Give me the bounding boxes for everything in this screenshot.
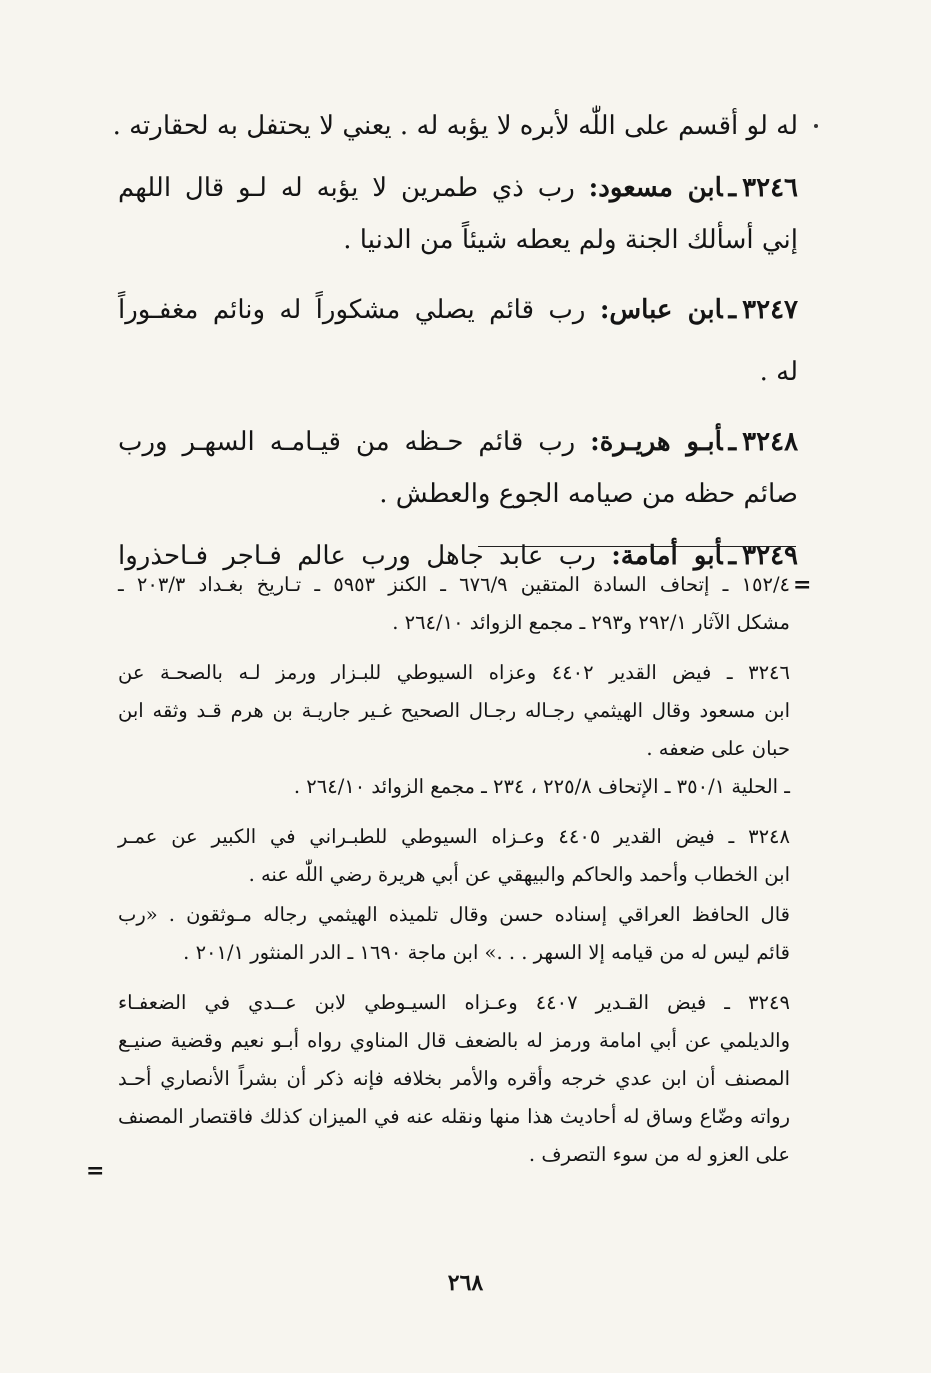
continuation-mark-bottom: = (86, 1158, 105, 1184)
continuation-mark-top: = (793, 572, 812, 598)
page-number: ٢٦٨ (447, 1270, 484, 1296)
text-line (112, 100, 798, 152)
hadith-number: ٣٢٤٦ (742, 173, 798, 203)
footnote-line: مشكل الآثار ٢٩٢/١ و٢٩٣ ـ مجمع الزوائد ٢٦٤/١٠ . (392, 611, 790, 634)
hadith-number: ٣٢٤٧ (742, 295, 799, 325)
text-line (118, 346, 798, 398)
hadith-number: ٣٢٤٨ (742, 427, 799, 457)
footnote-line: ٣٢٤٦ ـ فيض القدير ٤٤٠٢ وعزاه السيوطي للبـزار ورمز لـه بالصحـة عن (118, 661, 791, 684)
margin-dot (814, 124, 818, 128)
text-line (118, 214, 798, 266)
footnote-line: ١٥٢/٤ ـ إتحاف السادة المتقين ٦٧٦/٩ ـ الكنز ٥٩٥٣ ـ تـاريخ بغـداد ٢٠٣/٣ ـ (118, 573, 791, 596)
narrator-name: ابن مسعود: (588, 173, 723, 203)
footnote-line: المصنف أن ابن عدي خرجه وأقره والأمر بخلافه فإنه ذكر أن بشراً الأنصاري أحـد (118, 1067, 790, 1090)
footnote-line: قائم ليس له من قيامه إلا السهر . . .» ابن ماجة ١٦٩٠ ـ الدر المنثور ٢٠١/١ . (183, 941, 790, 964)
narrator-name: ابن عباس: (599, 295, 723, 325)
footnotes (118, 566, 790, 1174)
line-gap (118, 520, 798, 530)
line-text: رب قائم حـظه من قيـامـه السهـر ورب (118, 427, 576, 457)
line-text: له لو أقسم على اللّٰه لأبره لا يؤبه له . يعني لا يحتفل به لحقارته . (112, 111, 798, 141)
note-gap (118, 806, 790, 818)
footnote-line: ٣٢٤٩ ـ فيض القـدير ٤٤٠٧ وعـزاه السيـوطي لابن عــدي في الضعفـاء (118, 991, 790, 1014)
line-text: رب عابد جاهل ورب عالم فـاجر فـاحذروا (118, 541, 596, 571)
line-text: رب قائم يصلي مشكوراً له ونائم مغفـوراً (118, 295, 586, 325)
text-line (118, 284, 798, 336)
narrator-name: أبو أمامة: (611, 541, 723, 571)
footnote-divider (478, 546, 796, 547)
number-dash: ـ (728, 173, 737, 203)
line-text: صائم حظه من صيامه الجوع والعطش . (379, 479, 798, 509)
footnote-line: ـ الحلية ٣٥٠/١ ـ الإتحاف ٢٢٥/٨ ، ٢٣٤ ـ مجمع الزوائد ٢٦٤/١٠ . (293, 775, 790, 798)
text-line (118, 162, 798, 214)
number-dash: ـ (728, 427, 737, 457)
line-gap (118, 336, 798, 346)
footnote-line: ابن مسعود وقال الهيثمي رجـاله رجـال الصحيح غـير جاريـة بن هرم قـد وثقه ابن (118, 699, 790, 722)
line-gap (118, 266, 798, 284)
number-dash: ـ (728, 295, 737, 325)
line-text: رب ذي طمرين لا يؤبه له لـو قال اللهم (118, 173, 575, 203)
text-line (118, 468, 798, 520)
note-gap (118, 642, 790, 654)
narrator-name: أبـو هريـرة: (590, 427, 723, 457)
hadith-number: ٣٢٤٩ (742, 541, 798, 571)
footnote-line: على العزو له من سوء التصرف . (528, 1143, 790, 1166)
note-gap (118, 972, 790, 984)
footnote-line: والديلمي عن أبي امامة ورمز له بالضعف قال المناوي رواه أبـو نعيم وقضية صنيـع (118, 1029, 790, 1052)
text-line (118, 416, 798, 468)
footnote-line: ابن الخطاب وأحمد والحاكم والبيهقي عن أبي هريرة رضي اللّٰه عنه . (248, 863, 790, 886)
line-text: له . (759, 357, 798, 387)
line-text: إني أسألك الجنة ولم يعطه شيئاً من الدنيا . (343, 225, 798, 255)
number-dash: ـ (728, 541, 737, 571)
footnote-line: رواته وضّاع وساق له أحاديث هذا منها ونقله عنه في الميزان كذلك فاقتصار المصنف (118, 1105, 790, 1128)
footnote-line: ٣٢٤٨ ـ فيض القدير ٤٤٠٥ وعـزاه السيوطي للطبـراني في الكبير عن عمـر (118, 825, 790, 848)
line-gap (118, 398, 798, 416)
footnote-line: قال الحافظ العراقي إسناده حسن وقال تلميذه الهيثمي رجاله مـوثقون . «رب (118, 903, 790, 926)
main-text (112, 100, 799, 582)
line-gap (118, 152, 798, 162)
footnote-line: حبان على ضعفه . (646, 737, 790, 760)
